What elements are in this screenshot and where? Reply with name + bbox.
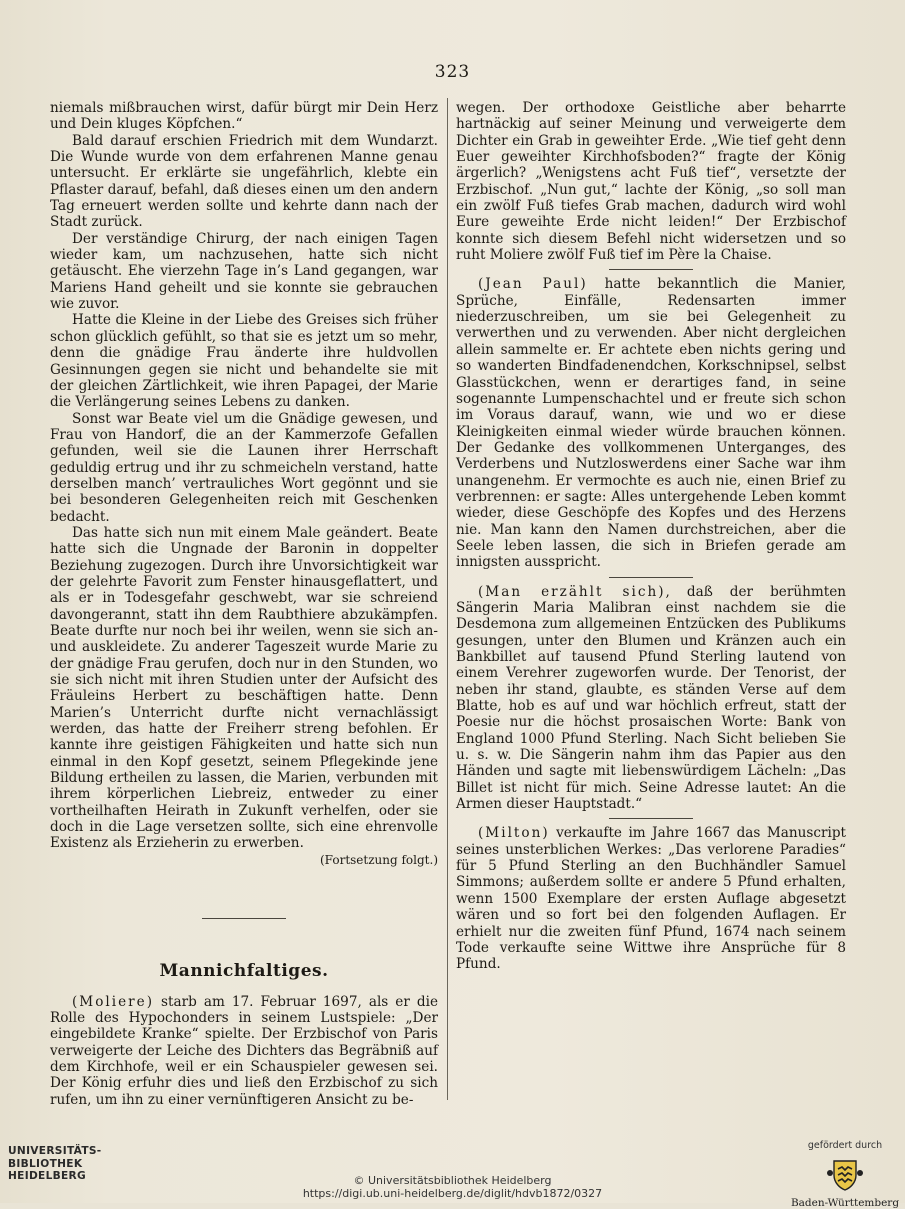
anecdote-divider [609,269,693,270]
anecdote-moliere [50,994,438,1108]
state-name: Baden-Württemberg [790,1197,900,1209]
anecdote-moliere-continued: wegen. Der orthodoxe Geistliche aber beharrte hartnäckig auf seiner Meinung und verweigerte dem Dichter ein Grab in geweihter Erde. „Wie tief geht denn Euer geweihter Kirchhofsboden?“ fragte der König ärgerlich? „Wenigstens acht Fuß tief“, versetzte der Erzbischof. „Nun gut,“ lachte der König, „so soll man ein zwölf Fuß tiefes Grab machen, dadurch wird wohl Eure geweihte Erde nicht leiden!“ Der Erzbischof konnte sich diesem Befehl nicht widersetzen und so ruht Moliere zwölf Fuß tief im Père la Chaise. [456,100,846,264]
anecdote-text: verkaufte im Jahre 1667 das Manuscript seines unsterblichen Werkes: „Das verlorene Paradies“ für 5 Pfund Sterling an den Buchhändler Samuel Simmons; außerdem sollte er andere 5 Pfund erhalten, wenn 1500 Exemplare der ersten Auflage abgesetzt wären und so fort bei den folgenden Auflagen. Er erhielt nur die zweiten fünf Pfund, 1674 nach seinem Tode verkaufte seine Wittwe ihre Ansprüche für 8 Pfund. [456,825,846,973]
anecdote-text: starb am 17. Februar 1697, als er die Rolle des Hypochonders in seinem Lustspiele: „Der eingebildete Kranke“ spielte. Der Erzbischof von Paris verweigerte der Leiche des Dichters das Begräbniß auf dem Kirchhofe, weil er ein Schauspieler gewesen sei. Der König erfuhr dies und ließ den Erzbischof zu sich rufen, um ihn zu einer vernünftigeren Ansicht zu be- [50,993,438,1108]
anecdote-text: hatte bekanntlich die Manier, Sprüche, Einfälle, Redensarten immer niederzuschreiben, um sie bei Gelegenheit zu verwerthen und zu verwenden. Aber nicht dergleichen allein sammelte er. Er achtete eben nichts gering und so wanderten Bindfadenendchen, Korkschnipsel, selbst Glasstückchen, wenn er derartiges fand, in seine sogenannte Lumpenschachtel und er freute sich schon im Voraus darauf, wann, wie und wo er diese Kleinigkeiten einmal wieder würde brauchen können. Der Gedanke des vollkommenen Unterganges, des Verderbens und Nutzloswerdens einer Sache war ihm unangenehm. Er vermochte es auch nie, einen Brief zu verbrennen: er sagte: Alles untergehende Leben kommt wieder, diese Geschöpfe des Kopfes und des Herzens nie. Man kann den Namen durchstreichen, aber die Seele leben lassen, die sich in Briefen gerade am innigsten ausspricht. [456,276,846,571]
anecdote-name: (Milton) [478,825,550,842]
paragraph: Bald darauf erschien Friedrich mit dem Wundarzt. Die Wunde wurde von dem erfahrenen Manne genau untersucht. Er erklärte sie ungefährlich, klebte ein Pflaster darauf, befahl, daß dieses einen um den andern Tag erneuert werden sollte und kehrte dann nach der Stadt zurück. [50,132,438,231]
library-name-line: BIBLIOTHEK [8,1157,83,1170]
page-number: 323 [434,62,471,82]
anecdote-name: (Man erzählt sich) [478,583,666,600]
section-heading: Mannichfaltiges. [159,961,329,982]
anecdote-name: (Moliere) [72,993,154,1010]
footer-credits [200,1174,705,1200]
anecdote-milton [456,825,846,972]
right-column [456,100,846,973]
left-column [50,100,438,1108]
paragraph: Der verständige Chirurg, der nach einigen Tagen wieder kam, um nachzusehen, hatte sich nicht getäuscht. Ehe vierzehn Tage in’s Land gegangen, war Mariens Hand geheilt und sie konnte sie gebrauchen wie zuvor. [50,230,438,313]
coat-of-arms-icon [826,1155,864,1193]
library-name-line: UNIVERSITÄTS- [8,1145,102,1157]
library-logo[interactable] [8,1145,128,1183]
paragraph: niemals mißbrauchen wirst, dafür bürgt mir Dein Herz und Dein kluges Köpfchen.“ [50,100,438,133]
anecdote-text: , daß der berühmten Sängerin Maria Malibran einst nachdem sie die Desdemona zum allgemeinen Entzücken des Publikums gesungen, unter den Blumen und Kränzen auch ein Bankbillet auf tausend Pfund Sterling lautend von einem Verehrer zugeworfen wurde. Der Tenorist, der neben ihr stand, glaubte, es ständen Verse auf dem Blatte, hob es auf und war höchlich erfreut, statt der Poesie nur die höchst prosaischen Worte: Bank von England 1000 Pfund Sterling. Nach Sicht belieben Sie u. s. w. Die Sängerin nahm ihm das Papier aus den Händen und sagte mit liebenswürdigem Lächeln: „Das Billet ist nicht für mich. Seine Adresse lautet: An die Armen dieser Hauptstadt.“ [456,583,846,813]
anecdote-malibran [456,584,846,813]
anecdote-divider [609,818,693,819]
section-divider [202,918,286,919]
continued-note: (Fortsetzung folgt.) [320,852,438,867]
library-name-line: HEIDELBERG [8,1170,86,1183]
anecdote-divider [609,577,693,578]
funding-logo[interactable] [790,1140,900,1209]
copyright-text: © Universitätsbibliothek Heidelberg [353,1174,552,1187]
paragraph: Hatte die Kleine in der Liebe des Greises sich früher schon glücklich gefühlt, so that sie es jetzt um so mehr, denn die gnädige Frau änderte ihre huldvollen Gesinnungen gegen sie nicht und behandelte sie mit der gleichen Zärtlichkeit, wie ihren Papagei, der Marie die Verlängerung seines Lebens zu danken. [50,312,438,411]
funded-by-label: gefördert durch [807,1140,883,1151]
paragraph: Das hatte sich nun mit einem Male geändert. Beate hatte sich die Ungnade der Baronin in doppelter Beziehung zugezogen. Durch ihre Unvorsichtigkeit war der gelehrte Favorit zum Fenster hinausgeflattert, und als er in Todesgefahr geschwebt, war sie schreiend davongerannt, statt ihn dem Raubthiere abzukämpfen. Beate durfte nur noch bei ihr weilen, wenn sie sich an- und auskleidete. Zu anderer Tageszeit wurde Marie zu der gnädige Frau gerufen, doch nur in den Stunden, wo sie sich nicht mit ihren Studien unter der Aufsicht des Fräuleins Herbert zu beschäftigen hatte. Denn Marien’s Unterricht durfte nicht vernachlässigt werden, das hatte der Freiherr streng befohlen. Er kannte ihre geistigen Fähigkeiten und hatte sich nun einmal in den Kopf gesetzt, seinem Pflegekinde jene Bildung ertheilen zu lassen, die Marien, verbunden mit ihrem körperlichen Liebreiz, entweder zu einer vortheilhaften Heirath in Zukunft verhelfen, oder sie doch in die Lage versetzen sollte, sich eine ehrenvolle Existenz als Erzieherin zu erwerben. [50,524,438,852]
column-divider [447,98,448,1100]
anecdote-jean-paul [456,276,846,570]
paragraph: Sonst war Beate viel um die Gnädige gewesen, und Frau von Handorf, die an der Kammerzofe Gefallen gefunden, weil sie die Launen ihrer Herrschaft geduldig ertrug und ihr zu schmeicheln verstand, hatte derselben manch’ vertrauliches Wort gegönnt und sie bei besonderen Gelegenheiten reich mit Geschenken bedacht. [50,410,438,525]
anecdote-name: (Jean Paul) [478,276,588,293]
source-url-link[interactable]: https://digi.ub.uni-heidelberg.de/diglit/hdvb1872/0327 [302,1187,603,1200]
